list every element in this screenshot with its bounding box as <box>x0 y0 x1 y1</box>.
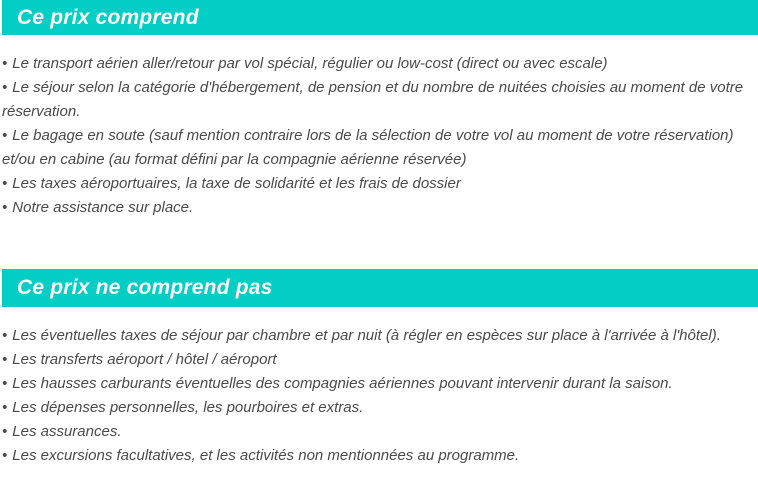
bullet-icon: • <box>2 423 8 440</box>
list-item-text: Les excursions facultatives, et les activités non mentionnées au programme. <box>12 447 520 464</box>
section-price-excludes <box>2 269 758 468</box>
bullet-icon: • <box>2 447 8 464</box>
list-item <box>2 52 756 76</box>
price-includes-header <box>2 0 758 35</box>
list-item-text: Les transferts aéroport / hôtel / aéroport <box>12 351 277 368</box>
list-item-text: Le transport aérien aller/retour par vol spécial, régulier ou low-cost (direct ou avec escale) <box>12 55 608 72</box>
list-item-text: Les dépenses personnelles, les pourboires et extras. <box>12 399 364 416</box>
bullet-icon: • <box>2 79 8 96</box>
list-item <box>2 124 756 172</box>
list-item-text: Le bagage en soute (sauf mention contraire lors de la sélection de votre vol au moment de votre réservation) et/ou en cabine (au format défini par la compagnie aérienne réservée) <box>2 127 734 168</box>
list-item-text: Les assurances. <box>12 423 122 440</box>
bullet-icon: • <box>2 127 8 144</box>
list-item <box>2 444 756 468</box>
list-item <box>2 196 756 220</box>
price-includes-title: Ce prix comprend <box>17 5 199 29</box>
list-item <box>2 396 756 420</box>
list-item <box>2 324 756 348</box>
bullet-icon: • <box>2 351 8 368</box>
price-excludes-title: Ce prix ne comprend pas <box>17 276 273 299</box>
list-item <box>2 76 756 124</box>
list-item-text: Les éventuelles taxes de séjour par chambre et par nuit (à régler en espèces sur place à l'arrivée à l'hôtel). <box>12 327 721 344</box>
list-item <box>2 372 756 396</box>
list-item <box>2 420 756 444</box>
price-excludes-list <box>2 324 756 468</box>
list-item-text: Notre assistance sur place. <box>12 199 194 216</box>
price-excludes-header <box>2 269 758 307</box>
bullet-icon: • <box>2 199 8 216</box>
list-item <box>2 172 756 196</box>
section-price-includes <box>2 0 758 220</box>
list-item-text: Les taxes aéroportuaires, la taxe de solidarité et les frais de dossier <box>12 175 461 192</box>
list-item <box>2 348 756 372</box>
list-item-text: Le séjour selon la catégorie d'hébergement, de pension et du nombre de nuitées choisies au moment de votre réservation. <box>2 79 744 120</box>
price-includes-list <box>2 52 756 220</box>
bullet-icon: • <box>2 55 8 72</box>
bullet-icon: • <box>2 375 8 392</box>
bullet-icon: • <box>2 175 8 192</box>
bullet-icon: • <box>2 327 8 344</box>
bullet-icon: • <box>2 399 8 416</box>
list-item-text: Les hausses carburants éventuelles des compagnies aériennes pouvant intervenir durant la saison. <box>12 375 673 392</box>
